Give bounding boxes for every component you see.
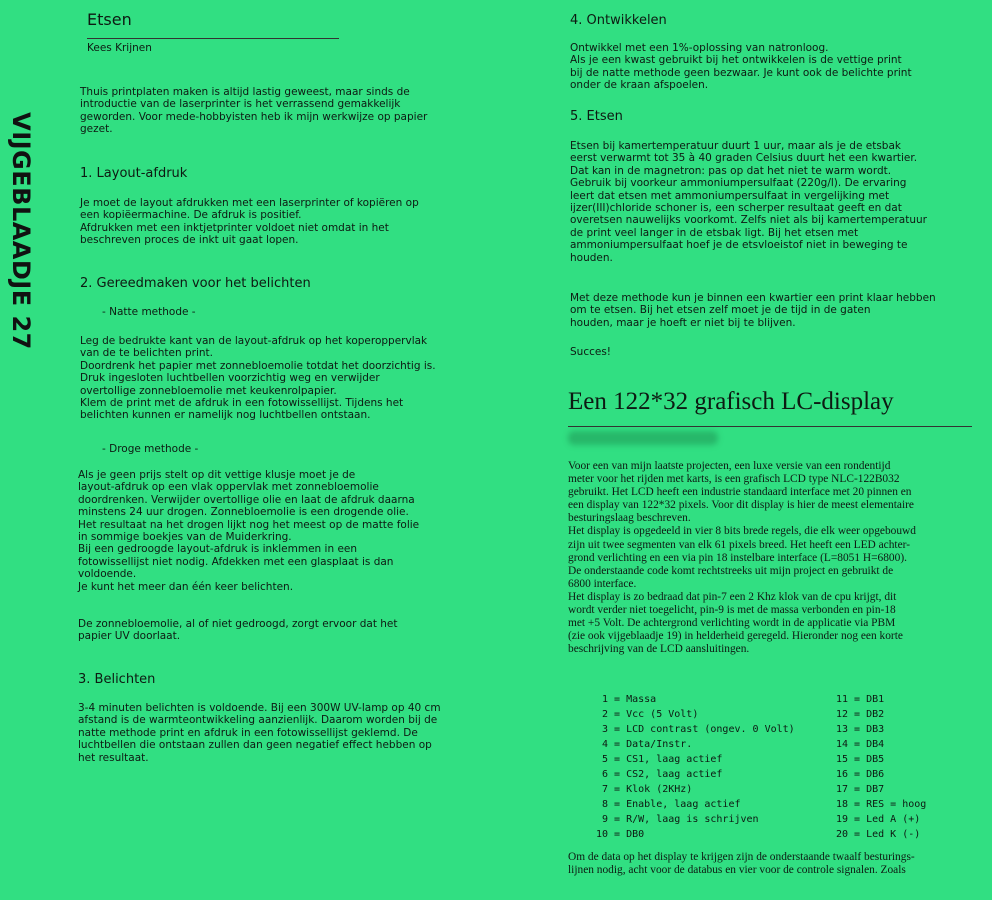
section-5-heading: 5. Etsen xyxy=(570,109,623,124)
pin-right: 13 = DB3 xyxy=(836,724,885,735)
section-1-body: Je moet de layout afdrukken met een laserprinter of kopiëren op een kopiëermachine. De afdruk is positief. Afdrukken met een inktjetprinter voldoet niet omdat in het beschreven proces de inkt uit gaat lopen. xyxy=(80,197,419,247)
pin-row xyxy=(596,812,966,827)
lcd-article-title: Een 122*32 grafisch LC-display xyxy=(568,388,894,415)
lcd-intro-paragraph: Voor een van mijn laatste projecten, een luxe versie van een rondentijd meter voor het rijden met karts, is een grafisch LCD type NLC-122B032 gebruikt. Het LCD heeft een industrie standaard interface met 20 pinnen en een display van 122*32 pixels. Voor dit display is hier de meest elementaire besturingslaag beschreven. Het display is opgedeeld in vier 8 bits brede regels, die elk weer opgebouwd zijn uit twee segmenten van elk 61 pixels breed. Het heeft een LED achter- grond verlichting en een via pin 18 instelbare interface (L=8051 H=6800). De onderstaande code komt rechtstreeks uit mijn project en gebruikt de 6800 interface. Het display is zo bedraad dat pin-7 een 2 Khz klok van de cpu krijgt, dit wordt verder niet toegelicht, pin-9 is met de massa verbonden en pin-18 met +5 Volt. De achtergrond verlichting wordt in de applicatie via PBM (zie ook vijgeblaadje 19) in helderheid geregeld. Hieronder nog een korte beschrijving van de LCD aansluitingen. xyxy=(568,460,916,656)
pin-left: 10 = DB0 xyxy=(596,829,645,840)
wet-method-body: Leg de bedrukte kant van de layout-afdruk op het koperoppervlak van de te belichten print. Doordrenk het papier met zonnebloemolie totdat het doorzichtig is. Druk ingesloten luchtbellen voorzichtig weg en verwijder overtollige zonnebloemolie met keukenrolpapier. Klem de print met de afdruk in een fotowissellijst. Tijdens het belichten kunnen er namelijk nog luchtbellen ontstaan. xyxy=(80,335,436,422)
section-4-body: Ontwikkel met een 1%-oplossing van natronloog. Als je een kwast gebruikt bij het ontwikkelen is de vettige print bij de natte methode geen bezwaar. Je kunt ook de belichte print onder de kraan afspoelen. xyxy=(570,42,912,92)
section-3-body: 3-4 minuten belichten is voldoende. Bij een 300W UV-lamp op 40 cm afstand is de warmteontwikkeling aanzienlijk. Daarom worden bij de natte methode print en afdruk in een fotowissellijst geklemd. De luchtbellen die ontstaan zullen dan geen negatief effect hebben op het resultaat. xyxy=(78,702,441,764)
pin-row xyxy=(596,797,966,812)
pin-left: 4 = Data/Instr. xyxy=(596,739,693,750)
pin-left: 3 = LCD contrast (ongev. 0 Volt) xyxy=(596,724,795,735)
pin-table xyxy=(596,692,966,842)
pin-right: 11 = DB1 xyxy=(836,694,885,705)
pin-row xyxy=(596,722,966,737)
wet-method-subheading: - Natte methode - xyxy=(102,306,196,318)
lcd-closing-paragraph: Om de data op het display te krijgen zijn de onderstaande twaalf besturings- lijnen nodig, acht voor de databus en vier voor de controle signalen. Zoals xyxy=(568,851,915,877)
section-5-note: Met deze methode kun je binnen een kwartier een print klaar hebben om te etsen. Bij het etsen zelf moet je de tijd in de gaten houden, maar je hoeft er niet bij te blijven. xyxy=(570,292,936,329)
pin-right: 15 = DB5 xyxy=(836,754,885,765)
section-5-body: Etsen bij kamertemperatuur duurt 1 uur, maar als je de etsbak eerst verwarmt tot 35 à 40 graden Celsius duurt het een kwartier. Dat kan in de magnetron: pas op dat het niet te warm wordt. Gebruik bij voorkeur ammoniumpersulfaat (220g/l). De ervaring leert dat etsen met ammoniumpersulfaat in vergelijking met ijzer(III)chloride schoner is, een scherper resultaat geeft en dat overetsen nauwelijks voorkomt. Zelfs niet als bij kamertemperatuur de print veel langer in de etsbak ligt. Bij het etsen met ammoniumpersulfaat hoef je de etsvloeistof niet in beweging te houden. xyxy=(570,140,927,264)
pin-row xyxy=(596,827,966,842)
pin-right: 20 = Led K (-) xyxy=(836,829,921,840)
sidebar-label xyxy=(8,82,34,380)
pin-row xyxy=(596,767,966,782)
sidebar-label-text: VIJGEBLAADJE 27 xyxy=(7,112,36,350)
lcd-author-blurred xyxy=(568,431,718,445)
pin-left: 7 = Klok (2KHz) xyxy=(596,784,693,795)
dry-method-body: Als je geen prijs stelt op dit vettige klusje moet je de layout-afdruk op een vlak oppervlak met zonnebloemolie doordrenken. Verwijder overtollige olie en laat de afdruk daarna minstens 24 uur drogen. Zonnebloemolie is een drogende olie. Het resultaat na het drogen lijkt nog het meest op de matte folie in sommige boekjes van de Muiderkring. Bij een gedroogde layout-afdruk is inklemmen in een fotowissellijst niet nodig. Afdekken met een glasplaat is dan voldoende. Je kunt het meer dan één keer belichten. xyxy=(78,469,420,593)
pin-row xyxy=(596,692,966,707)
article-author: Kees Krijnen xyxy=(87,42,152,54)
pin-right: 12 = DB2 xyxy=(836,709,885,720)
pin-left: 2 = Vcc (5 Volt) xyxy=(596,709,699,720)
title-rule xyxy=(87,38,339,39)
pin-right: 18 = RES = hoog xyxy=(836,799,927,810)
section-2-heading: 2. Gereedmaken voor het belichten xyxy=(80,276,311,291)
pin-right: 14 = DB4 xyxy=(836,739,885,750)
lcd-title-rule xyxy=(568,426,972,427)
dry-method-subheading: - Droge methode - xyxy=(102,443,199,455)
pin-left: 1 = Massa xyxy=(596,694,657,705)
pin-left: 9 = R/W, laag is schrijven xyxy=(596,814,759,825)
pin-right: 17 = DB7 xyxy=(836,784,885,795)
section-1-heading: 1. Layout-afdruk xyxy=(80,166,188,181)
pin-left: 8 = Enable, laag actief xyxy=(596,799,741,810)
pin-left: 5 = CS1, laag actief xyxy=(596,754,723,765)
article-title-block xyxy=(87,10,339,29)
pin-left: 6 = CS2, laag actief xyxy=(596,769,723,780)
pin-right: 16 = DB6 xyxy=(836,769,885,780)
pin-row xyxy=(596,752,966,767)
pin-right: 19 = Led A (+) xyxy=(836,814,921,825)
section-4-heading: 4. Ontwikkelen xyxy=(570,13,667,28)
dry-method-note: De zonnebloemolie, al of niet gedroogd, zorgt ervoor dat het papier UV doorlaat. xyxy=(78,618,398,643)
intro-paragraph: Thuis printplaten maken is altijd lastig geweest, maar sinds de introductie van de laserprinter is het verrassend gemakkelijk geworden. Voor mede-hobbyisten heb ik mijn werkwijze op papier gezet. xyxy=(80,86,428,136)
section-3-heading: 3. Belichten xyxy=(78,672,156,687)
article-title: Etsen xyxy=(87,10,132,29)
closing-line: Succes! xyxy=(570,346,612,358)
pin-row xyxy=(596,707,966,722)
pin-row xyxy=(596,737,966,752)
pin-row xyxy=(596,782,966,797)
